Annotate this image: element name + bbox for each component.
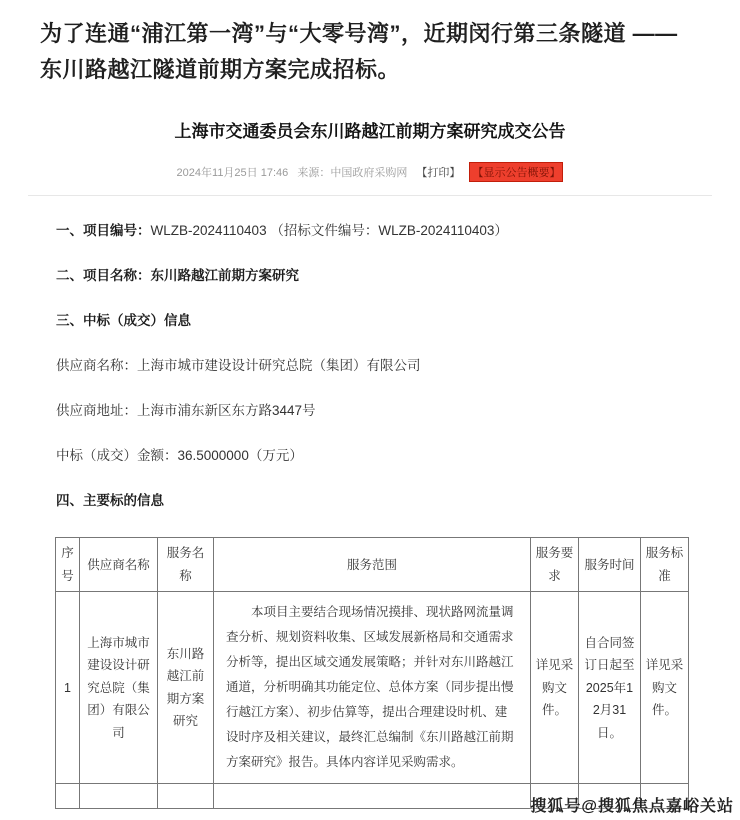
section-label: 供应商地址： bbox=[56, 402, 137, 418]
section-value: 东川路越江前期方案研究 bbox=[150, 268, 299, 284]
cell-scope: 本项目主要结合现场情况摸排、现状路网流量调查分析、规划资料收集、区域发展新格局和交通需求分析等，提出区域交通发展策略；并针对东川路越江通道，分析明确其功能定位、总体方案（同步提出慢行越江方案）、初步估算等，提出合理建设时机、建设时序及相关建议，最终汇总编制《东川路越江前期方案研究》报告。具体内容详见采购需求。 bbox=[214, 592, 531, 784]
show-summary-link[interactable]: 【显示公告概要】 bbox=[469, 162, 563, 182]
section-label: 四、主要标的信息 bbox=[56, 492, 164, 508]
col-header-seq: 序号 bbox=[56, 538, 80, 592]
section-supplier-name bbox=[56, 358, 700, 375]
section-label: 供应商名称： bbox=[56, 357, 137, 373]
section-value: 上海市城市建设设计研究总院（集团）有限公司 bbox=[137, 357, 421, 373]
cell-time: 自合同签订日起至2025年12月31日。 bbox=[579, 592, 641, 784]
col-header-standard: 服务标准 bbox=[641, 538, 689, 592]
empty-cell bbox=[214, 784, 531, 809]
section-label: 中标（成交）金额： bbox=[56, 447, 178, 463]
section-award-amount bbox=[56, 448, 700, 465]
cell-requirement: 详见采购文件。 bbox=[531, 592, 579, 784]
section-project-number bbox=[56, 223, 700, 240]
section-label: 一、项目编号： bbox=[56, 223, 151, 239]
section-label: 二、项目名称： bbox=[56, 268, 151, 284]
empty-cell bbox=[56, 784, 80, 809]
section-award-info bbox=[56, 313, 700, 330]
section-value: 上海市浦东新区东方路3447号 bbox=[137, 402, 316, 418]
empty-cell bbox=[158, 784, 214, 809]
print-link[interactable]: 【打印】 bbox=[416, 167, 461, 180]
announcement-title: 上海市交通委员会东川路越江前期方案研究成交公告 bbox=[174, 122, 566, 142]
col-header-supplier: 供应商名称 bbox=[80, 538, 158, 592]
table-row bbox=[56, 592, 689, 784]
cell-supplier: 上海市城市建设设计研究总院（集团）有限公司 bbox=[80, 592, 158, 784]
section-main-subject-info bbox=[56, 493, 700, 510]
announcement-body bbox=[0, 196, 740, 509]
table-header-row bbox=[56, 538, 689, 592]
section-label: 三、中标（成交）信息 bbox=[56, 313, 191, 328]
meta-source: 来源：中国政府采购网 bbox=[297, 167, 408, 180]
announcement-meta bbox=[0, 162, 740, 182]
col-header-scope: 服务范围 bbox=[214, 538, 531, 592]
section-value: WLZB-2024110403 （招标文件编号：WLZB-2024110403） bbox=[150, 223, 508, 239]
award-details-table bbox=[55, 537, 689, 809]
intro-paragraph: 为了连通“浦江第一湾”与“大零号湾”，近期闵行第三条隧道 —— 东川路越江隧道前期方案完成招标。 bbox=[40, 21, 678, 82]
col-header-service-name: 服务名称 bbox=[158, 538, 214, 592]
cell-service-name: 东川路越江前期方案研究 bbox=[158, 592, 214, 784]
cell-standard: 详见采购文件。 bbox=[641, 592, 689, 784]
section-supplier-address bbox=[56, 403, 700, 420]
empty-cell bbox=[80, 784, 158, 809]
col-header-time: 服务时间 bbox=[579, 538, 641, 592]
section-project-name bbox=[56, 268, 700, 285]
watermark-sohu: 搜狐号@搜狐焦点嘉峪关站 bbox=[530, 798, 734, 815]
cell-seq: 1 bbox=[56, 592, 80, 784]
meta-datetime: 2024年11月25日 17:46 bbox=[176, 167, 289, 180]
col-header-requirement: 服务要求 bbox=[531, 538, 579, 592]
section-value: 36.5000000（万元） bbox=[177, 447, 303, 463]
